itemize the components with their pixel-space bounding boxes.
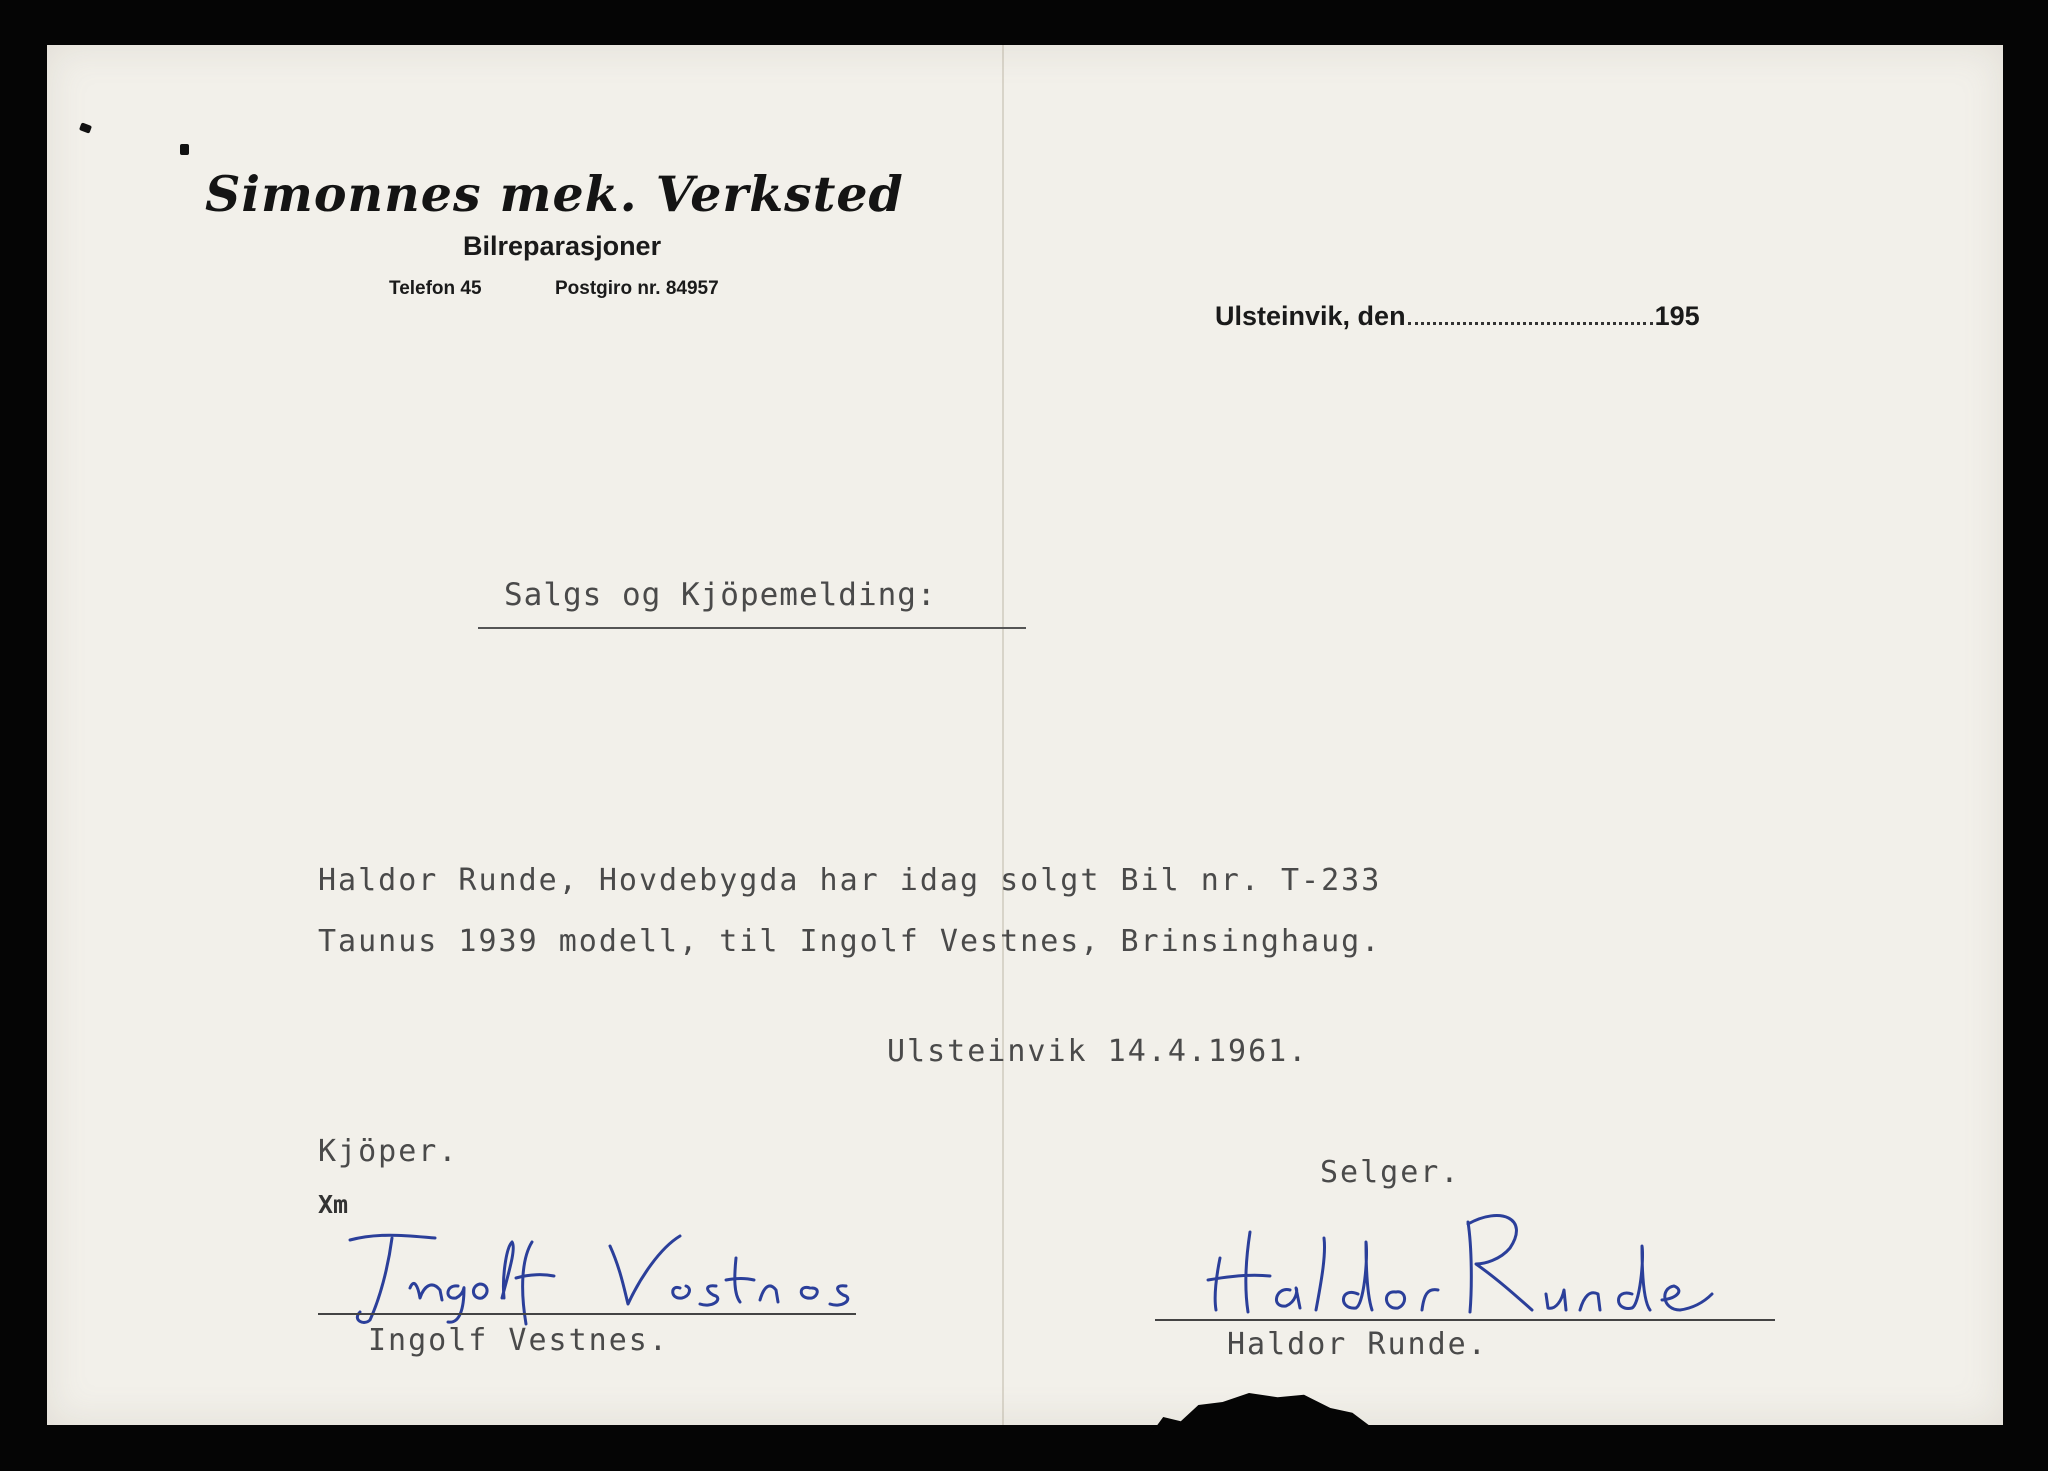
seller-signature bbox=[1200, 1198, 1720, 1318]
paper-fold-line bbox=[1002, 45, 1004, 1425]
seller-label: Selger. bbox=[1320, 1155, 1461, 1190]
phone-number: Telefon 45 bbox=[389, 278, 482, 299]
heading-underline bbox=[478, 627, 1026, 629]
date-line bbox=[1215, 298, 1700, 332]
ink-speck bbox=[180, 144, 189, 155]
date-suffix: 195 bbox=[1654, 301, 1700, 331]
company-subtitle: Bilreparasjoner bbox=[463, 231, 662, 261]
date-blank bbox=[1408, 298, 1653, 325]
body-line-1: Haldor Runde, Hovdebygda har idag solgt Bil nr. T-233 bbox=[318, 863, 1382, 898]
struck-out-text: Xm bbox=[318, 1190, 349, 1219]
postgiro-number: Postgiro nr. 84957 bbox=[555, 278, 719, 299]
seller-signature-line bbox=[1155, 1319, 1775, 1321]
company-name: Simonnes mek. Verksted bbox=[205, 165, 904, 223]
buyer-label: Kjöper. bbox=[318, 1134, 459, 1169]
document-heading: Salgs og Kjöpemelding: bbox=[504, 577, 937, 613]
buyer-signature-line bbox=[318, 1313, 856, 1315]
buyer-name: Ingolf Vestnes. bbox=[368, 1323, 669, 1358]
body-line-2: Taunus 1939 modell, til Ingolf Vestnes, Brinsinghaug. bbox=[318, 924, 1382, 959]
date-prefix: Ulsteinvik, den bbox=[1215, 301, 1406, 331]
seller-name: Haldor Runde. bbox=[1227, 1327, 1488, 1362]
place-and-date: Ulsteinvik 14.4.1961. bbox=[887, 1034, 1309, 1069]
